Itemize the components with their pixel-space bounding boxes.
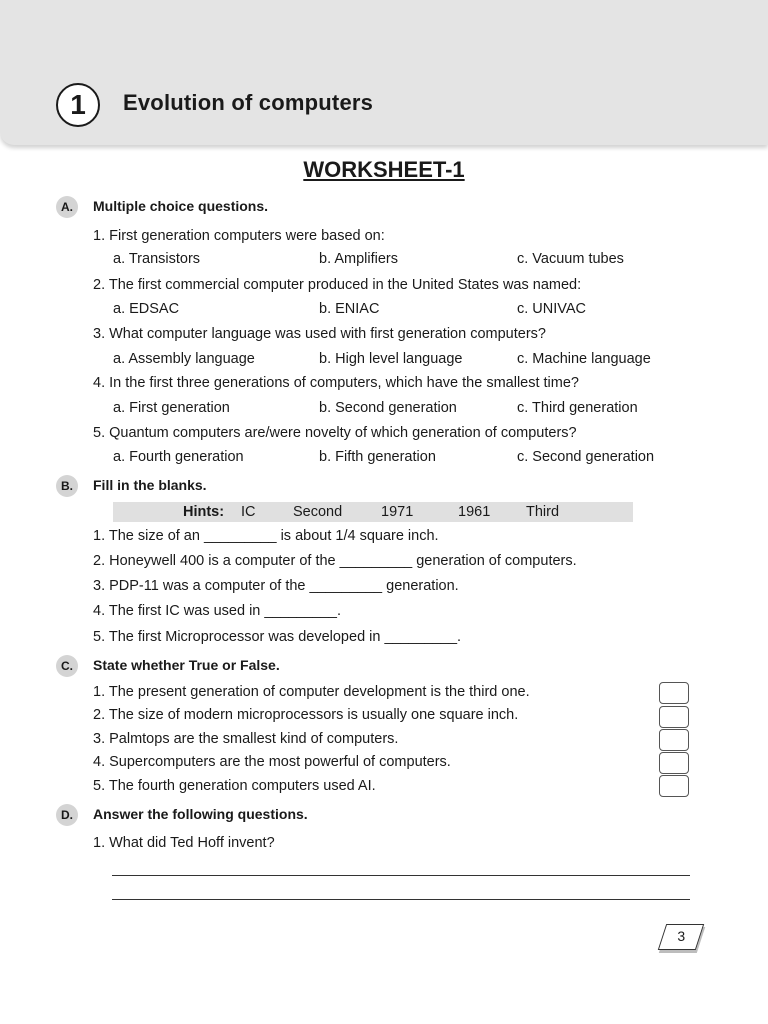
section-b-title: Fill in the blanks. <box>93 477 207 493</box>
answer-line[interactable] <box>112 899 690 900</box>
mcq-1-option-a: a. Transistors <box>113 251 201 267</box>
true-false-3: 3. Palmtops are the smallest kind of computers. <box>93 731 399 747</box>
section-a-title: Multiple choice questions. <box>93 198 269 214</box>
mcq-question-3: 3. What computer language was used with first generation computers? <box>93 326 546 342</box>
answer-line[interactable] <box>112 875 690 876</box>
hints-bar <box>113 502 633 522</box>
mcq-4-option-b: b. Second generation <box>319 400 457 416</box>
fill-blank-2: 2. Honeywell 400 is a computer of the _________ generation of computers. <box>93 553 577 569</box>
hint-word: Second <box>293 504 343 520</box>
mcq-2-option-b: b. ENIAC <box>319 301 380 317</box>
mcq-5-option-c: c. Second generation <box>517 449 655 465</box>
section-d-badge: D. <box>56 804 78 826</box>
hint-word: Third <box>526 504 560 520</box>
mcq-2-option-a: a. EDSAC <box>113 301 180 317</box>
mcq-question-1: 1. First generation computers were based on: <box>93 228 385 244</box>
hints-label: Hints: <box>183 504 225 520</box>
mcq-4-option-c: c. Third generation <box>517 400 638 416</box>
hint-word: 1961 <box>458 504 491 520</box>
worksheet-title: WORKSHEET-1 <box>303 157 465 182</box>
mcq-3-option-c: c. Machine language <box>517 351 651 367</box>
answer-question-1: 1. What did Ted Hoff invent? <box>93 835 275 851</box>
fill-blank-1: 1. The size of an _________ is about 1/4 square inch. <box>93 528 439 544</box>
true-false-answer-box[interactable] <box>659 752 689 774</box>
mcq-3-option-a: a. Assembly language <box>113 351 255 367</box>
true-false-5: 5. The fourth generation computers used AI. <box>93 778 376 794</box>
page-number: 3 <box>677 928 686 944</box>
true-false-answer-box[interactable] <box>659 706 689 728</box>
mcq-3-option-b: b. High level language <box>319 351 463 367</box>
true-false-answer-box[interactable] <box>659 729 689 751</box>
section-c-badge: C. <box>56 655 78 677</box>
true-false-1: 1. The present generation of computer development is the third one. <box>93 684 530 700</box>
mcq-5-option-a: a. Fourth generation <box>113 449 244 465</box>
mcq-question-5: 5. Quantum computers are/were novelty of which generation of computers? <box>93 425 577 441</box>
chapter-number-text: 1 <box>70 89 86 120</box>
section-a-badge: A. <box>56 196 78 218</box>
fill-blank-4: 4. The first IC was used in _________. <box>93 603 341 619</box>
section-c-title: State whether True or False. <box>93 657 280 673</box>
mcq-question-2: 2. The first commercial computer produced in the United States was named: <box>93 277 582 293</box>
true-false-answer-box[interactable] <box>659 775 689 797</box>
mcq-question-4: 4. In the first three generations of computers, which have the smallest time? <box>93 375 579 391</box>
page-number-tag <box>658 924 704 950</box>
chapter-title: Evolution of computers <box>123 90 374 115</box>
true-false-2: 2. The size of modern microprocessors is usually one square inch. <box>93 707 519 723</box>
true-false-4: 4. Supercomputers are the most powerful of computers. <box>93 754 451 770</box>
section-b-badge: B. <box>56 475 78 497</box>
chapter-number <box>56 83 100 127</box>
mcq-2-option-c: c. UNIVAC <box>517 301 587 317</box>
hint-word: 1971 <box>381 504 414 520</box>
fill-blank-5: 5. The first Microprocessor was developed in _________. <box>93 629 462 645</box>
true-false-answer-box[interactable] <box>659 682 689 704</box>
hint-word: IC <box>241 504 256 520</box>
chapter-header <box>0 0 768 145</box>
mcq-1-option-b: b. Amplifiers <box>319 251 398 267</box>
mcq-5-option-b: b. Fifth generation <box>319 449 436 465</box>
mcq-4-option-a: a. First generation <box>113 400 230 416</box>
mcq-1-option-c: c. Vacuum tubes <box>517 251 624 267</box>
section-d-title: Answer the following questions. <box>93 806 308 822</box>
fill-blank-3: 3. PDP-11 was a computer of the _________ generation. <box>93 578 459 594</box>
